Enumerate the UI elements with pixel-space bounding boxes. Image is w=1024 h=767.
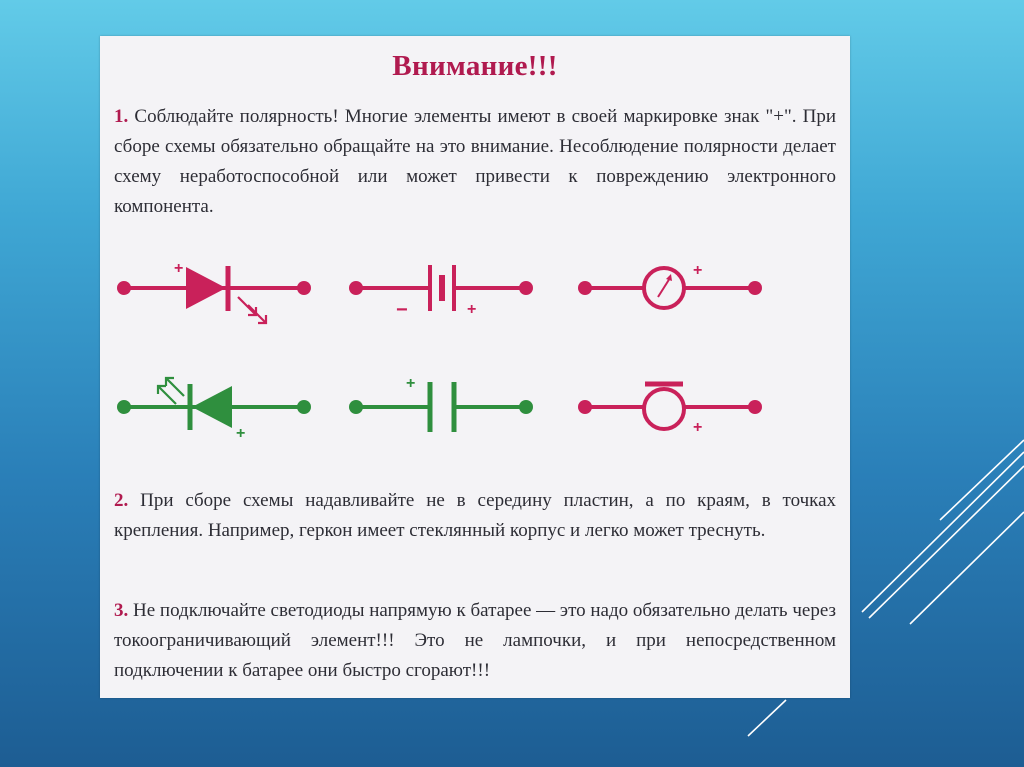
plus-sign: + <box>693 262 703 279</box>
item-text: Соблюдайте полярность! Многие элементы имеют в своей маркировке знак "+". При сборе схемы обязательно обращайте на это внимание. Несоблюдение полярности делает схему неработоспособной или может привести к повреждению электронного компонента. <box>114 106 837 217</box>
item-text: При сборе схемы надавливайте не в середину пластин, а по краям, в точках крепления. Например, геркон имеет стеклянный корпус и легко может треснуть. <box>114 490 837 541</box>
item-number: 3. <box>114 600 129 621</box>
notice-item-1 <box>114 102 836 222</box>
notice-item-3 <box>114 596 836 686</box>
buzzer-icon <box>575 374 775 444</box>
notice-card <box>100 36 850 698</box>
light-emitting-diode-icon <box>114 261 314 331</box>
item-number: 1. <box>114 106 129 127</box>
minus-sign: − <box>396 299 408 321</box>
meter-icon <box>575 261 775 331</box>
photodiode-icon <box>114 374 314 444</box>
plus-sign: + <box>236 425 246 442</box>
plus-sign: + <box>174 260 184 277</box>
plus-sign: + <box>693 419 703 436</box>
capacitor-icon <box>346 374 536 444</box>
item-text: Не подключайте светодиоды напрямую к батарее — это надо обязательно делать через токоограничивающий элемент!!! Это не лампочки, и при непосредственном подключении к батарее они быстро сгорают!!! <box>114 600 836 681</box>
plus-sign: + <box>406 375 416 392</box>
item-number: 2. <box>114 490 129 511</box>
plus-sign: + <box>467 301 477 318</box>
notice-item-2 <box>114 486 836 546</box>
battery-icon <box>346 261 536 331</box>
notice-title: Внимание!!! <box>392 50 558 82</box>
